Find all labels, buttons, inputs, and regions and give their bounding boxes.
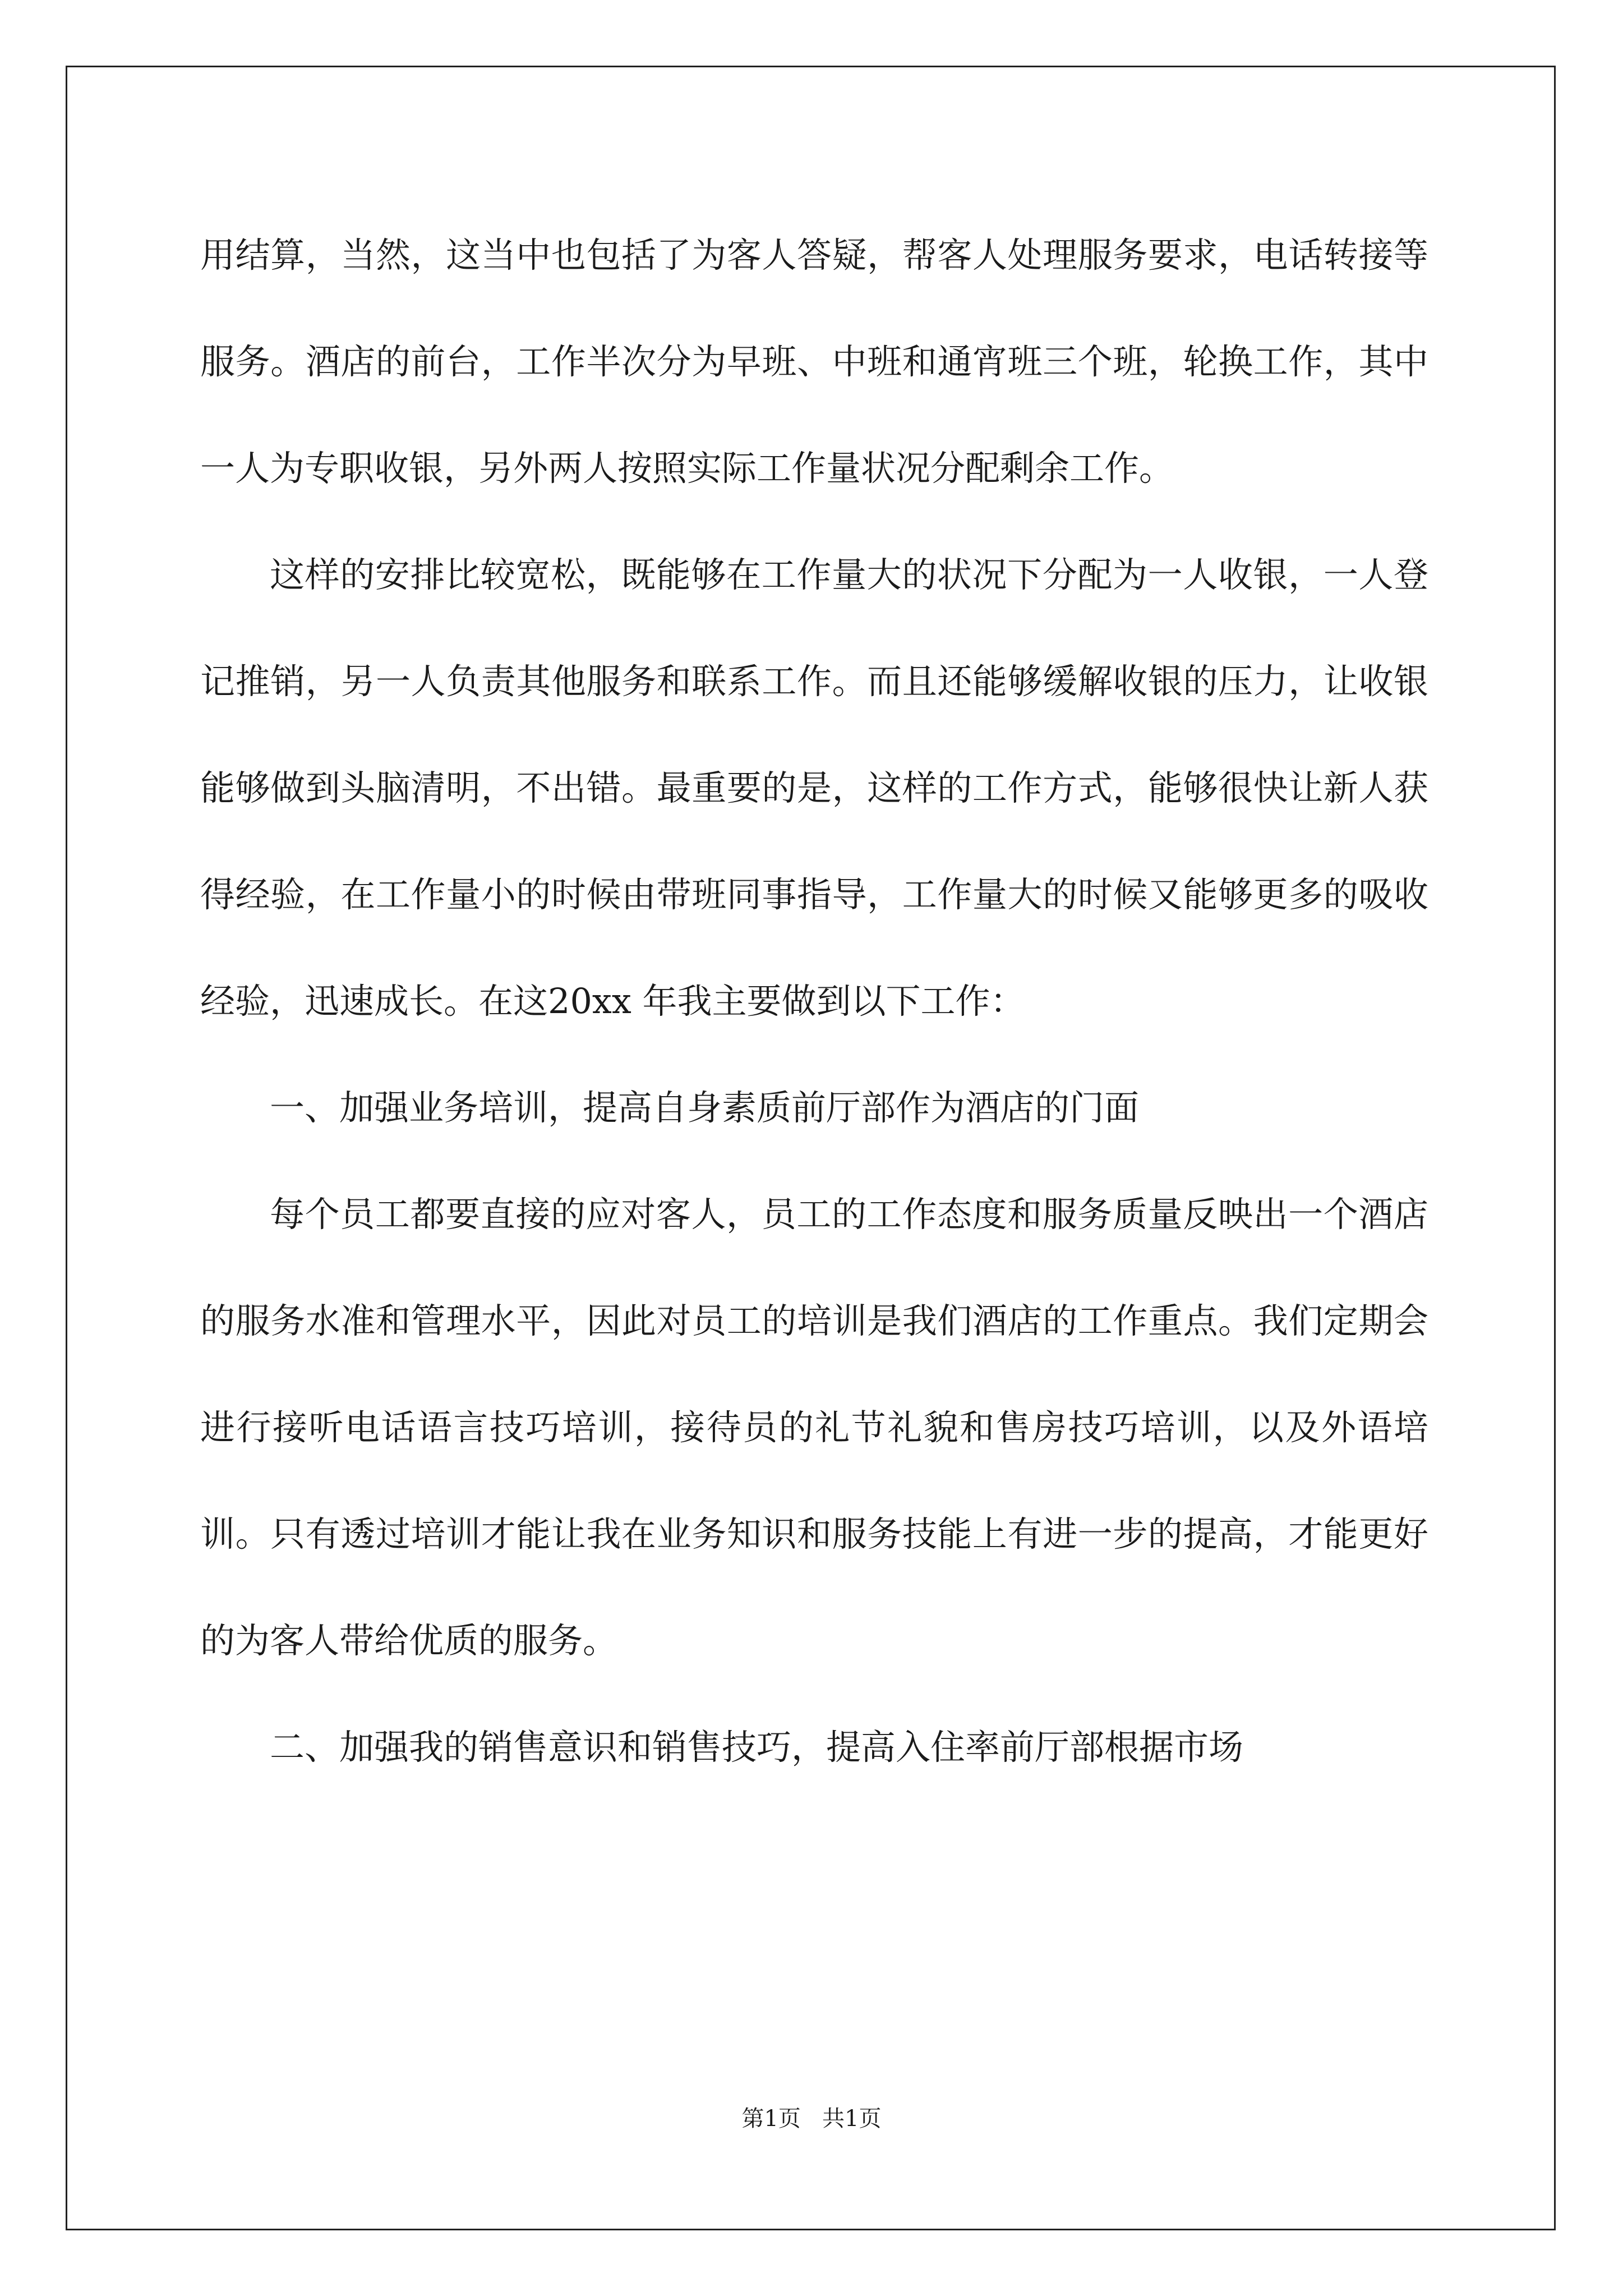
document-body xyxy=(200,202,1428,1801)
paragraph-1: 用结算，当然，这当中也包括了为客人答疑，帮客人处理服务要求，电话转接等服务。酒店的前台，工作半次分为早班、中班和通宵班三个班，轮换工作，其中一人为专职收银，另外两人按照实际工作量状况分配剩余工作。 xyxy=(200,234,1428,489)
page-number-footer: 第1页 共1页 xyxy=(741,2106,882,2132)
paragraph-4: 每个员工都要直接的应对客人，员工的工作态度和服务质量反映出一个酒店的服务水准和管理水平，因此对员工的培训是我们酒店的工作重点。我们定期会进行接听电话语言技巧培训，接待员的礼节礼貌和售房技巧培训，以及外语培训。只有透过培训才能让我在业务知识和服务技能上有进一步的提高，才能更好的为客人带给优质的服务。 xyxy=(200,1194,1428,1661)
paragraph-5: 二、加强我的销售意识和销售技巧，提高入住率前厅部根据市场 xyxy=(270,1727,1244,1768)
paragraph-3: 一、加强业务培训，提高自身素质前厅部作为酒店的门面 xyxy=(270,1087,1140,1128)
paragraph-2: 这样的安排比较宽松，既能够在工作量大的状况下分配为一人收银，一人登记推销，另一人负责其他服务和联系工作。而且还能够缓解收银的压力，让收银能够做到头脑清明，不出错。最重要的是，这样的工作方式，能够很快让新人获得经验，在工作量小的时候由带班同事指导，工作量大的时候又能够更多的吸收经验，迅速成长。在这20xx 年我主要做到以下工作： xyxy=(200,554,1428,1022)
